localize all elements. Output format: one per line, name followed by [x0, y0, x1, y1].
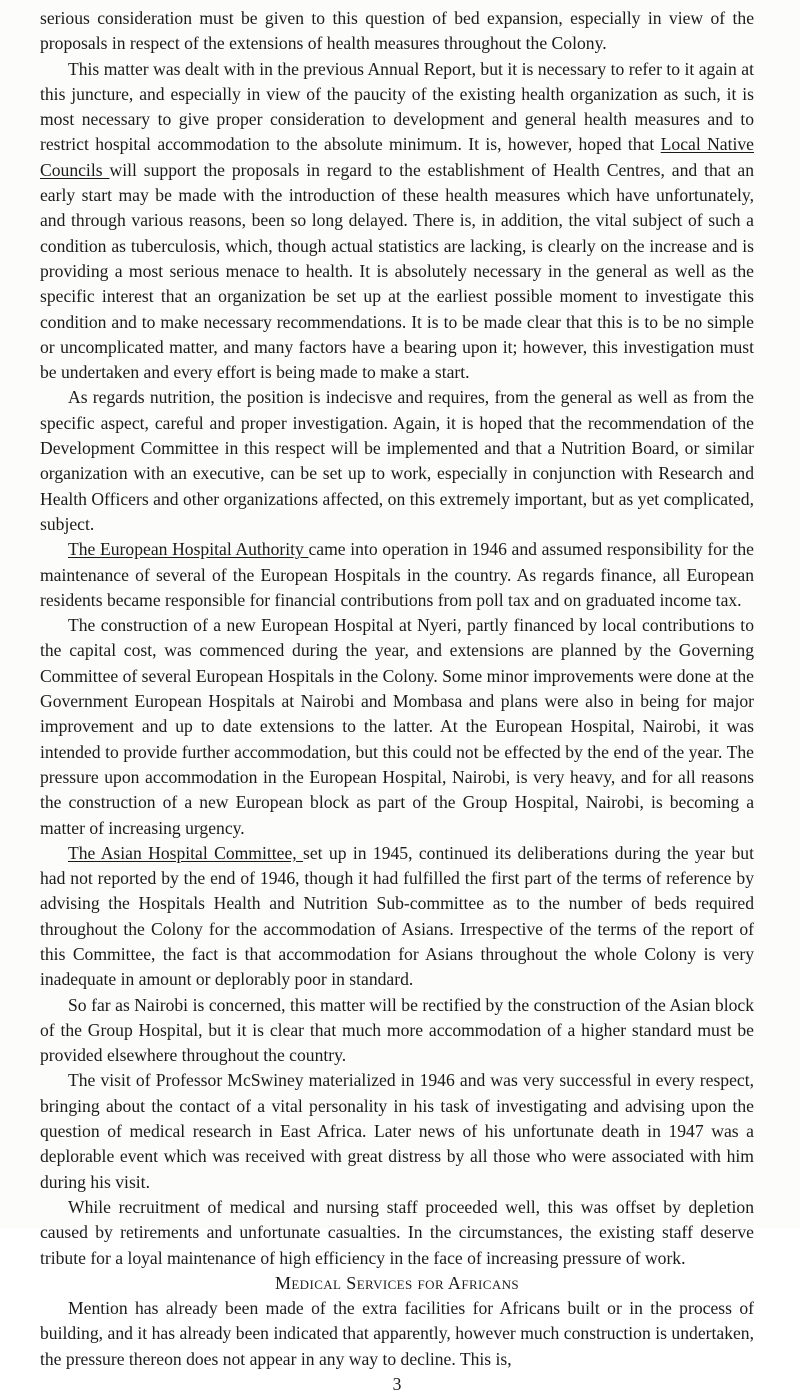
paragraph-african-facilities: Mention has already been made of the extra facilities for Africans built or in the process of building, and it has already been indicated that apparently, however much construction is undertaken, the pressure thereon does not appear in any way to decline. This is,	[40, 1298, 754, 1369]
paragraph-nutrition: As regards nutrition, the position is indecisve and requires, from the general as well as from the specific aspect, careful and proper investigation. Again, it is hoped that the recommendation of the Development Committee in this respect will be implemented and that a Nutrition Board, or similar organization with an executive, can be set up to work, especially in conjunction with Research and Health Officers and other organizations affected, on this extremely important, but as yet complicated, subject.	[40, 387, 754, 534]
paragraph-professor-mcswiney: The visit of Professor McSwiney materialized in 1946 and was very successful in every respect, bringing about the contact of a vital personality in his task of investigating and advising upon the question of medical research in East Africa. Later news of his unfortunate death in 1947 was a deplorable event which was received with great distress by all those who were associated with him during his visit.	[40, 1070, 754, 1192]
paragraph-staff-recruitment: While recruitment of medical and nursing staff proceeded well, this was offset by depletion caused by retirements and unfortunate casualties. In the circumstances, the existing staff deserve tribute for a loyal maintenance of high efficiency in the face of increasing pressure of work.	[40, 1196, 754, 1268]
paragraph-health-measures	[40, 57, 754, 386]
section-heading-medical-services-africans: Medical Services for Africans	[274, 1272, 520, 1293]
paragraph-nyeri-hospital: The construction of a new European Hospital at Nyeri, partly financed by local contributions to the capital cost, was commenced during the year, and extensions are planned by the Governing Committee of several European Hospitals in the Colony. Some minor improvements were done at the Government European Hospitals at Nairobi and Mombasa and plans were also in being for major improvement and up to date extensions to the latter. At the European Hospital, Nairobi, it was intended to provide further accommodation, but this could not be effected by the end of the year. The pressure upon accommodation in the European Hospital, Nairobi, is very heavy, and for all reasons the construction of a new European block as part of the Group Hospital, Nairobi, is becoming a matter of increasing urgency.	[40, 615, 754, 838]
underlined-european-hospital-authority: The European Hospital Authority	[68, 539, 309, 560]
paragraph-asian-hospital-committee	[40, 841, 754, 993]
paragraph-health-measures-text-before: This matter was dealt with in the previous Annual Report, but it is necessary to refer to it again at this juncture, and especially in view of the paucity of the existing health organization as such, it is most necessary to give proper consideration to development and general health measures and to restrict hospital accommodation to the absolute minimum. It is, however, hoped that	[40, 58, 754, 155]
paragraph-asian-hospital-committee-text: set up in 1945, continued its deliberations during the year but had not reported by the end of 1946, though it had fulfilled the first part of the terms of reference by advising the Hospitals Health and Nutrition Sub-committee as to the number of beds required throughout the Colony for the accommodation of Asians. Irrespective of the terms of the report of this Committee, the fact is that accommodation for Asians throughout the whole Colony is very inadequate in amount or deplorably poor in standard.	[40, 842, 754, 990]
page-number: 3	[392, 1374, 402, 1395]
underlined-local-native-councils: Local Native Councils	[40, 134, 754, 180]
paragraph-nairobi-asian-block: So far as Nairobi is concerned, this matter will be rectified by the construction of the Asian block of the Group Hospital, but it is clear that much more accommodation of a higher standard must be provided elsewhere throughout the country.	[40, 994, 754, 1066]
paragraph-health-measures-text-after: will support the proposals in regard to the establishment of Health Centres, and that an early start may be made with the introduction of these health measures which have unfortunately, and through various reasons, been so long delayed. There is, in addition, the vital subject of such a condition as tuberculosis, which, though actual statistics are lacking, is clearly on the increase and is providing a most serious menace to health. It is absolutely necessary in the general as well as the specific interest that an organization be set up at the earliest possible moment to investigate this condition and to make necessary recommendations. It is to be made clear that this is to be no simple or uncomplicated matter, and many factors have a bearing upon it; however, this investigation must be undertaken and every effort is being made to make a start.	[40, 159, 754, 383]
underlined-asian-hospital-committee: The Asian Hospital Committee,	[68, 842, 304, 863]
paragraph-bed-expansion-continued: serious consideration must be given to this question of bed expansion, especially in view of the proposals in respect of the extensions of health measures throughout the Colony.	[40, 8, 754, 54]
paragraph-european-hospital-authority	[40, 537, 754, 613]
paragraph-european-hospital-authority-text: came into operation in 1946 and assumed responsibility for the maintenance of several of the European Hospitals in the country. As regards finance, all European residents became responsible for financial contributions from poll tax and on graduated income tax.	[40, 539, 754, 610]
